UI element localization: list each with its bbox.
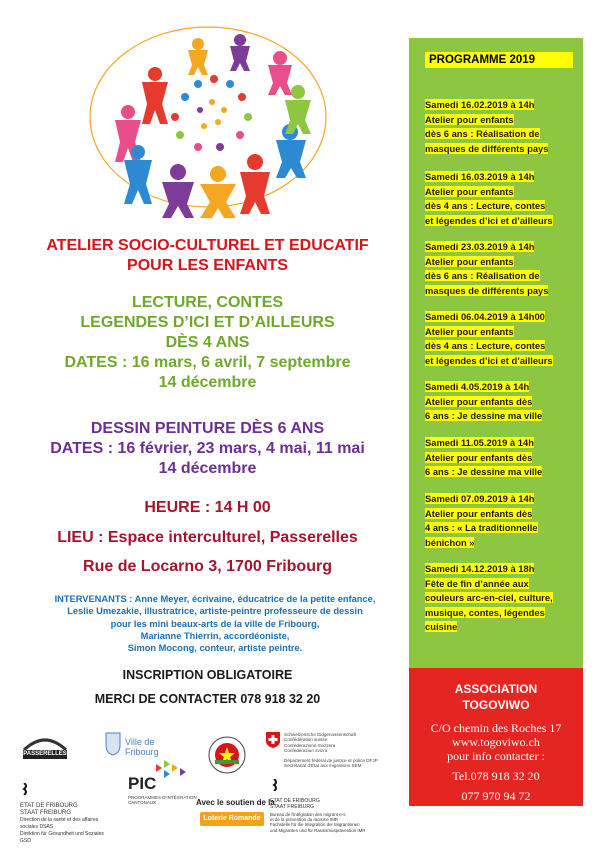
dessin-dates-2: 14 décembre [158, 460, 257, 477]
association-box [409, 668, 583, 806]
etat-label-3: ETAT DE FRIBOURG [270, 798, 320, 804]
heading-line-2: POUR LES ENFANTS [127, 257, 288, 274]
conf-label-1: Schweizerische Eidgenossenschaft [284, 732, 357, 737]
conf-label-3: Confederazione Svizzera [284, 742, 336, 748]
children-circle-logo [80, 22, 330, 222]
dessin-dates: DATES : 16 février, 23 mars, 4 mai, 11 mai [50, 440, 365, 457]
imr-label-2: et de la prévention du racisme IMR [270, 817, 339, 823]
event-2-line: dès 4 ans : Lecture, contes [425, 200, 546, 211]
pic-sublabel: PROGRAMMES D'INTÉGRATION CANTONAUX [128, 795, 197, 805]
programme-event-3 [425, 240, 569, 298]
event-7-line: Samedi 07.09.2019 à 14h [425, 493, 535, 504]
programme-event-6 [425, 436, 569, 480]
etat-label-2: STAAT FREIBURG [20, 810, 72, 816]
intervenants-line-3: pour les mini beaux-arts de la ville de Fribourg, [110, 618, 320, 629]
intervenants-line-2: Leslie Umezakie, illustratrice, artiste-peintre professeure de dessin [67, 606, 363, 617]
etat-fribourg-dsas-logo [20, 782, 110, 845]
contact-phone: MERCI DE CONTACTER 078 918 32 20 [94, 692, 321, 706]
event-5-line: Samedi 4.05.2019 à 14h [425, 381, 530, 392]
loterie-romande-logo [200, 812, 264, 826]
association-name [409, 681, 583, 713]
event-3-line: masques de différents pays [425, 284, 549, 296]
programme-event-8 [425, 562, 569, 635]
lecture-line-2: LEGENDES D’ICI ET D’AILLEURS [80, 314, 335, 331]
pic-label: PIC [128, 774, 157, 793]
dessin-line-1: DESSIN PEINTURE DÈS 6 ANS [90, 420, 325, 437]
event-6-line: 6 ans : Je dessine ma ville [425, 466, 543, 477]
imr-label-4: und Migranten und für Rassismusprävention IMR [270, 827, 366, 833]
event-4-line: et légendes d’ici et d’ailleurs [425, 354, 553, 366]
intervenants-line-1: INTERVENANTS : Anne Meyer, écrivaine, éducatrice de la petite enfance, [54, 594, 376, 604]
lecture-line-1: LECTURE, CONTES [131, 294, 284, 311]
association-tel-2: 077 970 94 72 [461, 789, 531, 803]
association-address [409, 721, 583, 803]
event-5-line: Atelier pour enfants dès [425, 395, 533, 407]
rue: Rue de Locarno 3, 1700 Fribourg [83, 558, 332, 575]
loterie-label: Loterie Romande [203, 815, 261, 822]
dsas-label-2: Direktion für Gesundheit und Soziales GSD [20, 831, 104, 844]
association-addr-3: pour info contacter : [447, 749, 545, 763]
togoviwo-logo-icon [208, 736, 246, 774]
etat-fribourg-imr-logo [270, 778, 402, 833]
lecture-dates-2: 14 décembre [158, 374, 257, 391]
imr-label-1: Bureau de l'intégration des migrant-e-s [270, 812, 346, 817]
ville-fribourg-logo [105, 732, 175, 762]
event-8-line: Samedi 14.12.2019 à 18h [425, 563, 535, 574]
heading-line-1: ATELIER SOCIO-CULTUREL ET EDUCATIF [46, 237, 369, 254]
event-2-line: Atelier pour enfants [425, 185, 514, 197]
etat-label-4: STAAT FREIBURG [270, 804, 315, 810]
event-7-line: 4 ans : « La traditionnelle [425, 522, 538, 533]
imr-label-3: Fachstelle für die Integration der Migrantinnen [270, 822, 360, 828]
children-figures [115, 34, 311, 218]
fribourg-mark-icon-2 [270, 779, 278, 791]
programme-event-1 [425, 98, 569, 156]
event-6-line: Atelier pour enfants dès [425, 451, 533, 463]
event-5-line: 6 ans : Je dessine ma ville [425, 410, 543, 421]
event-3-line: dès 6 ans : Réalisation de [425, 270, 540, 281]
event-2-line: Samedi 16.03.2019 à 14h [425, 171, 535, 182]
sem-label-1: Département fédéral de justice et police DFJP [284, 757, 378, 763]
event-3-line: Samedi 23.03.2019 à 14h [425, 241, 535, 252]
lecture-line-3: DÈS 4 ANS [165, 334, 250, 351]
association-tel-1: Tel.078 918 32 20 [452, 769, 540, 783]
event-1-line: dès 6 ans : Réalisation de [425, 128, 540, 139]
association-name-1: ASSOCIATION [454, 682, 538, 696]
swiss-shield-icon [266, 732, 280, 748]
association-name-2: TOGOVIWO [462, 698, 530, 712]
event-1-line: Samedi 16.02.2019 à 14h [425, 99, 535, 110]
intervenants-line-4: Marianne Thierrin, accordéoniste, [140, 630, 290, 641]
event-3-line: Atelier pour enfants [425, 255, 514, 267]
passerelles-logo [20, 728, 70, 768]
conf-label-4: Confederaziun svizra [284, 748, 328, 754]
passerelles-emblem-icon [20, 728, 70, 768]
passerelles-label: PASSERELLES [23, 751, 67, 757]
conf-label-2: Confédération suisse [284, 737, 328, 743]
event-1-line: masques de différents pays [425, 142, 549, 154]
inscription: INSCRIPTION OBLIGATOIRE [122, 668, 293, 682]
fribourg-mark-icon [20, 783, 28, 795]
heure: HEURE : 14 H 00 [144, 499, 271, 516]
event-8-line: couleurs arc-en-ciel, culture, [425, 592, 553, 603]
lecture-dates: DATES : 16 mars, 6 avril, 7 septembre [64, 354, 351, 371]
pic-logo [128, 770, 197, 806]
event-6-line: Samedi 11.05.2019 à 14h [425, 437, 534, 448]
event-2-line: et légendes d’ici et d’ailleurs [425, 214, 553, 226]
pic-arrows-icon [156, 760, 186, 780]
soutien-label: Avec le soutien de la [196, 798, 275, 807]
programme-event-5 [425, 380, 569, 424]
intervenants-line-5: Simon Mocong, conteur, artiste peintre. [127, 643, 303, 654]
ville-fribourg-label: Ville de Fribourg [125, 737, 159, 757]
sem-label-2: Secrétariat d'Etat aux migrations SEM [284, 763, 362, 769]
event-4-line: dès 4 ans : Lecture, contes [425, 340, 546, 351]
fribourg-shield-icon [105, 732, 121, 756]
programme-title: PROGRAMME 2019 [425, 52, 573, 68]
event-7-line: Atelier pour enfants dès [425, 507, 533, 519]
event-7-line: bénichon » [425, 536, 475, 548]
etat-label-1: ETAT DE FRIBOURG [20, 803, 78, 809]
event-8-line: cuisine [425, 621, 458, 632]
dsas-label-1: Direction de la santé et des affaires sociales DSAS [20, 817, 99, 830]
association-website[interactable]: www.togoviwo.ch [452, 735, 540, 749]
event-8-line: Fête de fin d’année aux [425, 577, 529, 589]
intervenants [20, 593, 410, 654]
programme-event-7 [425, 492, 569, 550]
event-4-line: Samedi 06.04.2019 à 14h00 [425, 311, 545, 322]
association-addr-1: C/O chemin des Roches 17 [430, 721, 562, 735]
event-1-line: Atelier pour enfants [425, 113, 514, 125]
lieu: LIEU : Espace interculturel, Passerelles [57, 529, 358, 546]
event-4-line: Atelier pour enfants [425, 325, 514, 337]
programme-event-4 [425, 310, 569, 368]
programme-event-2 [425, 170, 569, 228]
event-8-line: musique, contes, légendes [425, 606, 545, 618]
